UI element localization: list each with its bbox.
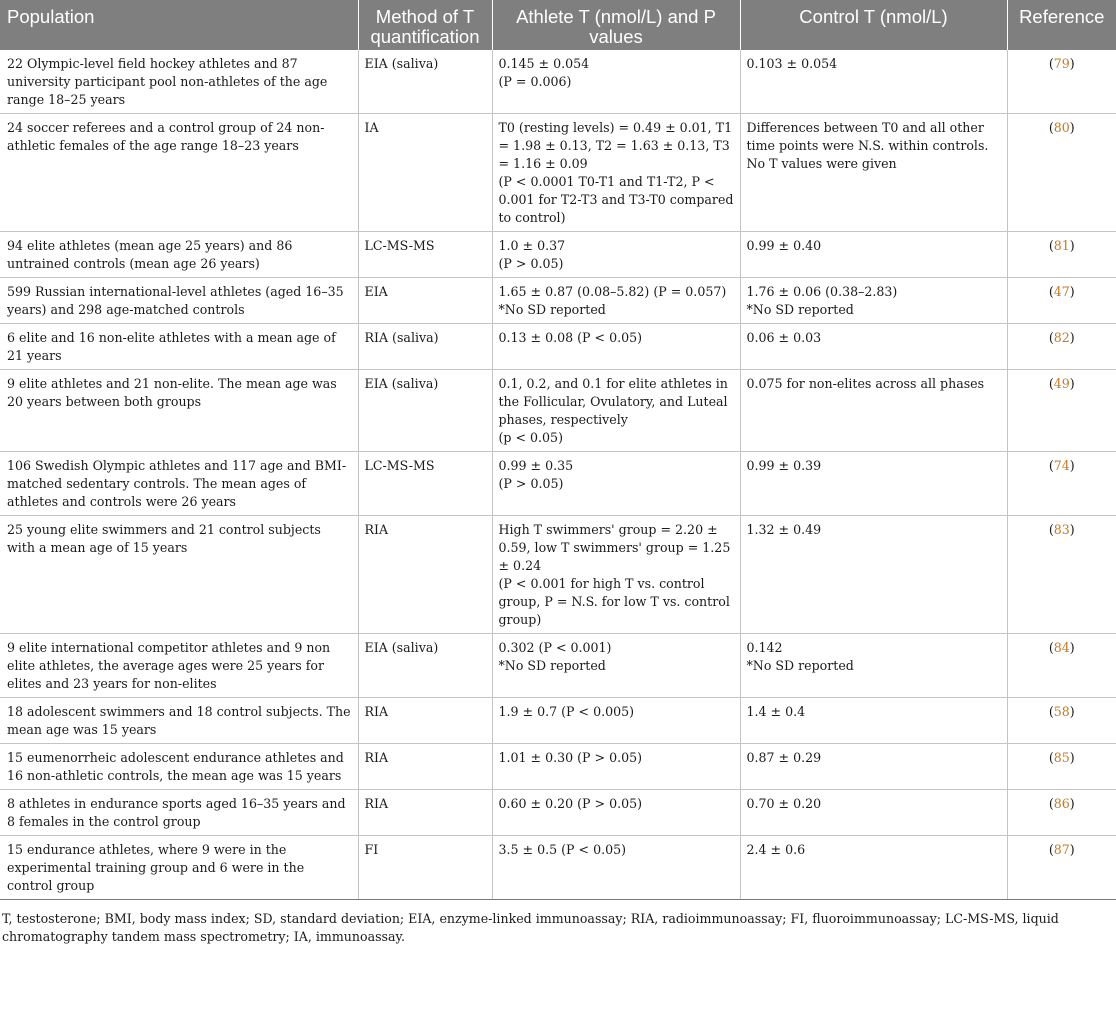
cell-reference: (47): [1007, 278, 1116, 324]
cell-athlete-t: 0.60 ± 0.20 (P > 0.05): [492, 790, 740, 836]
cell-reference: (81): [1007, 232, 1116, 278]
cell-control-t: Differences between T0 and all other time points were N.S. within controls. No T values were given: [740, 114, 1007, 232]
cell-reference: (74): [1007, 452, 1116, 516]
table-row: [0, 744, 1116, 790]
table-row: [0, 836, 1116, 900]
cell-control-t: 0.06 ± 0.03: [740, 324, 1007, 370]
table-row: [0, 516, 1116, 634]
cell-method: EIA (saliva): [358, 50, 492, 114]
cell-method: FI: [358, 836, 492, 900]
cell-control-t: 2.4 ± 0.6: [740, 836, 1007, 900]
cell-method: RIA: [358, 516, 492, 634]
header-population: Population: [0, 0, 358, 50]
cell-population: 15 eumenorrheic adolescent endurance athletes and 16 non-athletic controls, the mean age was 15 years: [0, 744, 358, 790]
cell-method: EIA (saliva): [358, 370, 492, 452]
cell-athlete-t: 1.65 ± 0.87 (0.08–5.82) (P = 0.057) *No SD reported: [492, 278, 740, 324]
cell-population: 9 elite athletes and 21 non-elite. The mean age was 20 years between both groups: [0, 370, 358, 452]
table-row: [0, 634, 1116, 698]
cell-athlete-t: 1.9 ± 0.7 (P < 0.005): [492, 698, 740, 744]
cell-population: 599 Russian international-level athletes (aged 16–35 years) and 298 age-matched controls: [0, 278, 358, 324]
cell-athlete-t: 0.13 ± 0.08 (P < 0.05): [492, 324, 740, 370]
cell-reference: (79): [1007, 50, 1116, 114]
cell-control-t: 0.70 ± 0.20: [740, 790, 1007, 836]
table-row: [0, 50, 1116, 114]
cell-athlete-t: 0.1, 0.2, and 0.1 for elite athletes in the Follicular, Ovulatory, and Luteal phases, respectively (p < 0.05): [492, 370, 740, 452]
reference-link[interactable]: 74: [1053, 458, 1070, 473]
table-footnote: T, testosterone; BMI, body mass index; SD, standard deviation; EIA, enzyme-linked immunoassay; RIA, radioimmunoassay; FI, fluoroimmunoassay; LC-MS-MS, liquid chromatography tandem mass spectrometry; IA, immunoassay.: [2, 911, 1059, 944]
table-row: [0, 232, 1116, 278]
cell-population: 22 Olympic-level field hockey athletes and 87 university participant pool non-athletes of the age range 18–25 years: [0, 50, 358, 114]
reference-link[interactable]: 79: [1053, 56, 1070, 71]
reference-link[interactable]: 47: [1053, 284, 1070, 299]
cell-method: IA: [358, 114, 492, 232]
reference-link[interactable]: 86: [1053, 796, 1070, 811]
cell-reference: (87): [1007, 836, 1116, 900]
reference-link[interactable]: 87: [1053, 842, 1070, 857]
cell-control-t: 0.99 ± 0.39: [740, 452, 1007, 516]
cell-reference: (83): [1007, 516, 1116, 634]
reference-link[interactable]: 84: [1053, 640, 1070, 655]
cell-population: 106 Swedish Olympic athletes and 117 age and BMI-matched sedentary controls. The mean ages of athletes and controls were 26 years: [0, 452, 358, 516]
cell-population: 9 elite international competitor athletes and 9 non elite athletes, the average ages were 25 years for elites and 23 years for non-elites: [0, 634, 358, 698]
cell-athlete-t: 0.302 (P < 0.001) *No SD reported: [492, 634, 740, 698]
cell-reference: (85): [1007, 744, 1116, 790]
cell-reference: (49): [1007, 370, 1116, 452]
cell-control-t: 1.76 ± 0.06 (0.38–2.83) *No SD reported: [740, 278, 1007, 324]
cell-method: RIA (saliva): [358, 324, 492, 370]
cell-athlete-t: 1.0 ± 0.37 (P > 0.05): [492, 232, 740, 278]
cell-population: 18 adolescent swimmers and 18 control subjects. The mean age was 15 years: [0, 698, 358, 744]
table-row: [0, 790, 1116, 836]
cell-athlete-t: 3.5 ± 0.5 (P < 0.05): [492, 836, 740, 900]
header-reference: Reference: [1007, 0, 1116, 50]
cell-method: RIA: [358, 698, 492, 744]
header-method: Method of T quantification: [358, 0, 492, 50]
table-body: [0, 50, 1116, 900]
cell-reference: (80): [1007, 114, 1116, 232]
cell-reference: (86): [1007, 790, 1116, 836]
cell-population: 94 elite athletes (mean age 25 years) and 86 untrained controls (mean age 26 years): [0, 232, 358, 278]
cell-control-t: 1.32 ± 0.49: [740, 516, 1007, 634]
table-header-row: [0, 0, 1116, 50]
table-row: [0, 278, 1116, 324]
reference-link[interactable]: 82: [1053, 330, 1070, 345]
cell-control-t: 0.142 *No SD reported: [740, 634, 1007, 698]
cell-reference: (84): [1007, 634, 1116, 698]
cell-population: 6 elite and 16 non-elite athletes with a mean age of 21 years: [0, 324, 358, 370]
reference-link[interactable]: 81: [1053, 238, 1070, 253]
reference-link[interactable]: 58: [1053, 704, 1070, 719]
header-control-t: Control T (nmol/L): [740, 0, 1007, 50]
cell-athlete-t: High T swimmers' group = 2.20 ± 0.59, low T swimmers' group = 1.25 ± 0.24 (P < 0.001 for high T vs. control group, P = N.S. for low T vs. control group): [492, 516, 740, 634]
cell-reference: (82): [1007, 324, 1116, 370]
cell-control-t: 0.87 ± 0.29: [740, 744, 1007, 790]
reference-link[interactable]: 80: [1053, 120, 1070, 135]
cell-population: 8 athletes in endurance sports aged 16–35 years and 8 females in the control group: [0, 790, 358, 836]
reference-link[interactable]: 85: [1053, 750, 1070, 765]
cell-control-t: 1.4 ± 0.4: [740, 698, 1007, 744]
cell-population: 25 young elite swimmers and 21 control subjects with a mean age of 15 years: [0, 516, 358, 634]
cell-method: RIA: [358, 744, 492, 790]
table-row: [0, 324, 1116, 370]
table-row: [0, 114, 1116, 232]
cell-reference: (58): [1007, 698, 1116, 744]
cell-control-t: 0.075 for non-elites across all phases: [740, 370, 1007, 452]
table-row: [0, 698, 1116, 744]
cell-athlete-t: 0.99 ± 0.35 (P > 0.05): [492, 452, 740, 516]
cell-population: 15 endurance athletes, where 9 were in the experimental training group and 6 were in the control group: [0, 836, 358, 900]
header-athlete-t: Athlete T (nmol/L) and P values: [492, 0, 740, 50]
cell-athlete-t: T0 (resting levels) = 0.49 ± 0.01, T1 = 1.98 ± 0.13, T2 = 1.63 ± 0.13, T3 = 1.16 ± 0.09 (P < 0.0001 T0-T1 and T1-T2, P < 0.001 for T2-T3 and T3-T0 compared to control): [492, 114, 740, 232]
cell-athlete-t: 0.145 ± 0.054 (P = 0.006): [492, 50, 740, 114]
cell-athlete-t: 1.01 ± 0.30 (P > 0.05): [492, 744, 740, 790]
cell-control-t: 0.103 ± 0.054: [740, 50, 1007, 114]
reference-link[interactable]: 83: [1053, 522, 1070, 537]
table-row: [0, 452, 1116, 516]
cell-method: LC-MS-MS: [358, 452, 492, 516]
cell-population: 24 soccer referees and a control group of 24 non-athletic females of the age range 18–23 years: [0, 114, 358, 232]
cell-method: EIA (saliva): [358, 634, 492, 698]
cell-method: EIA: [358, 278, 492, 324]
reference-link[interactable]: 49: [1053, 376, 1070, 391]
cell-method: LC-MS-MS: [358, 232, 492, 278]
cell-control-t: 0.99 ± 0.40: [740, 232, 1007, 278]
cell-method: RIA: [358, 790, 492, 836]
table-row: [0, 370, 1116, 452]
